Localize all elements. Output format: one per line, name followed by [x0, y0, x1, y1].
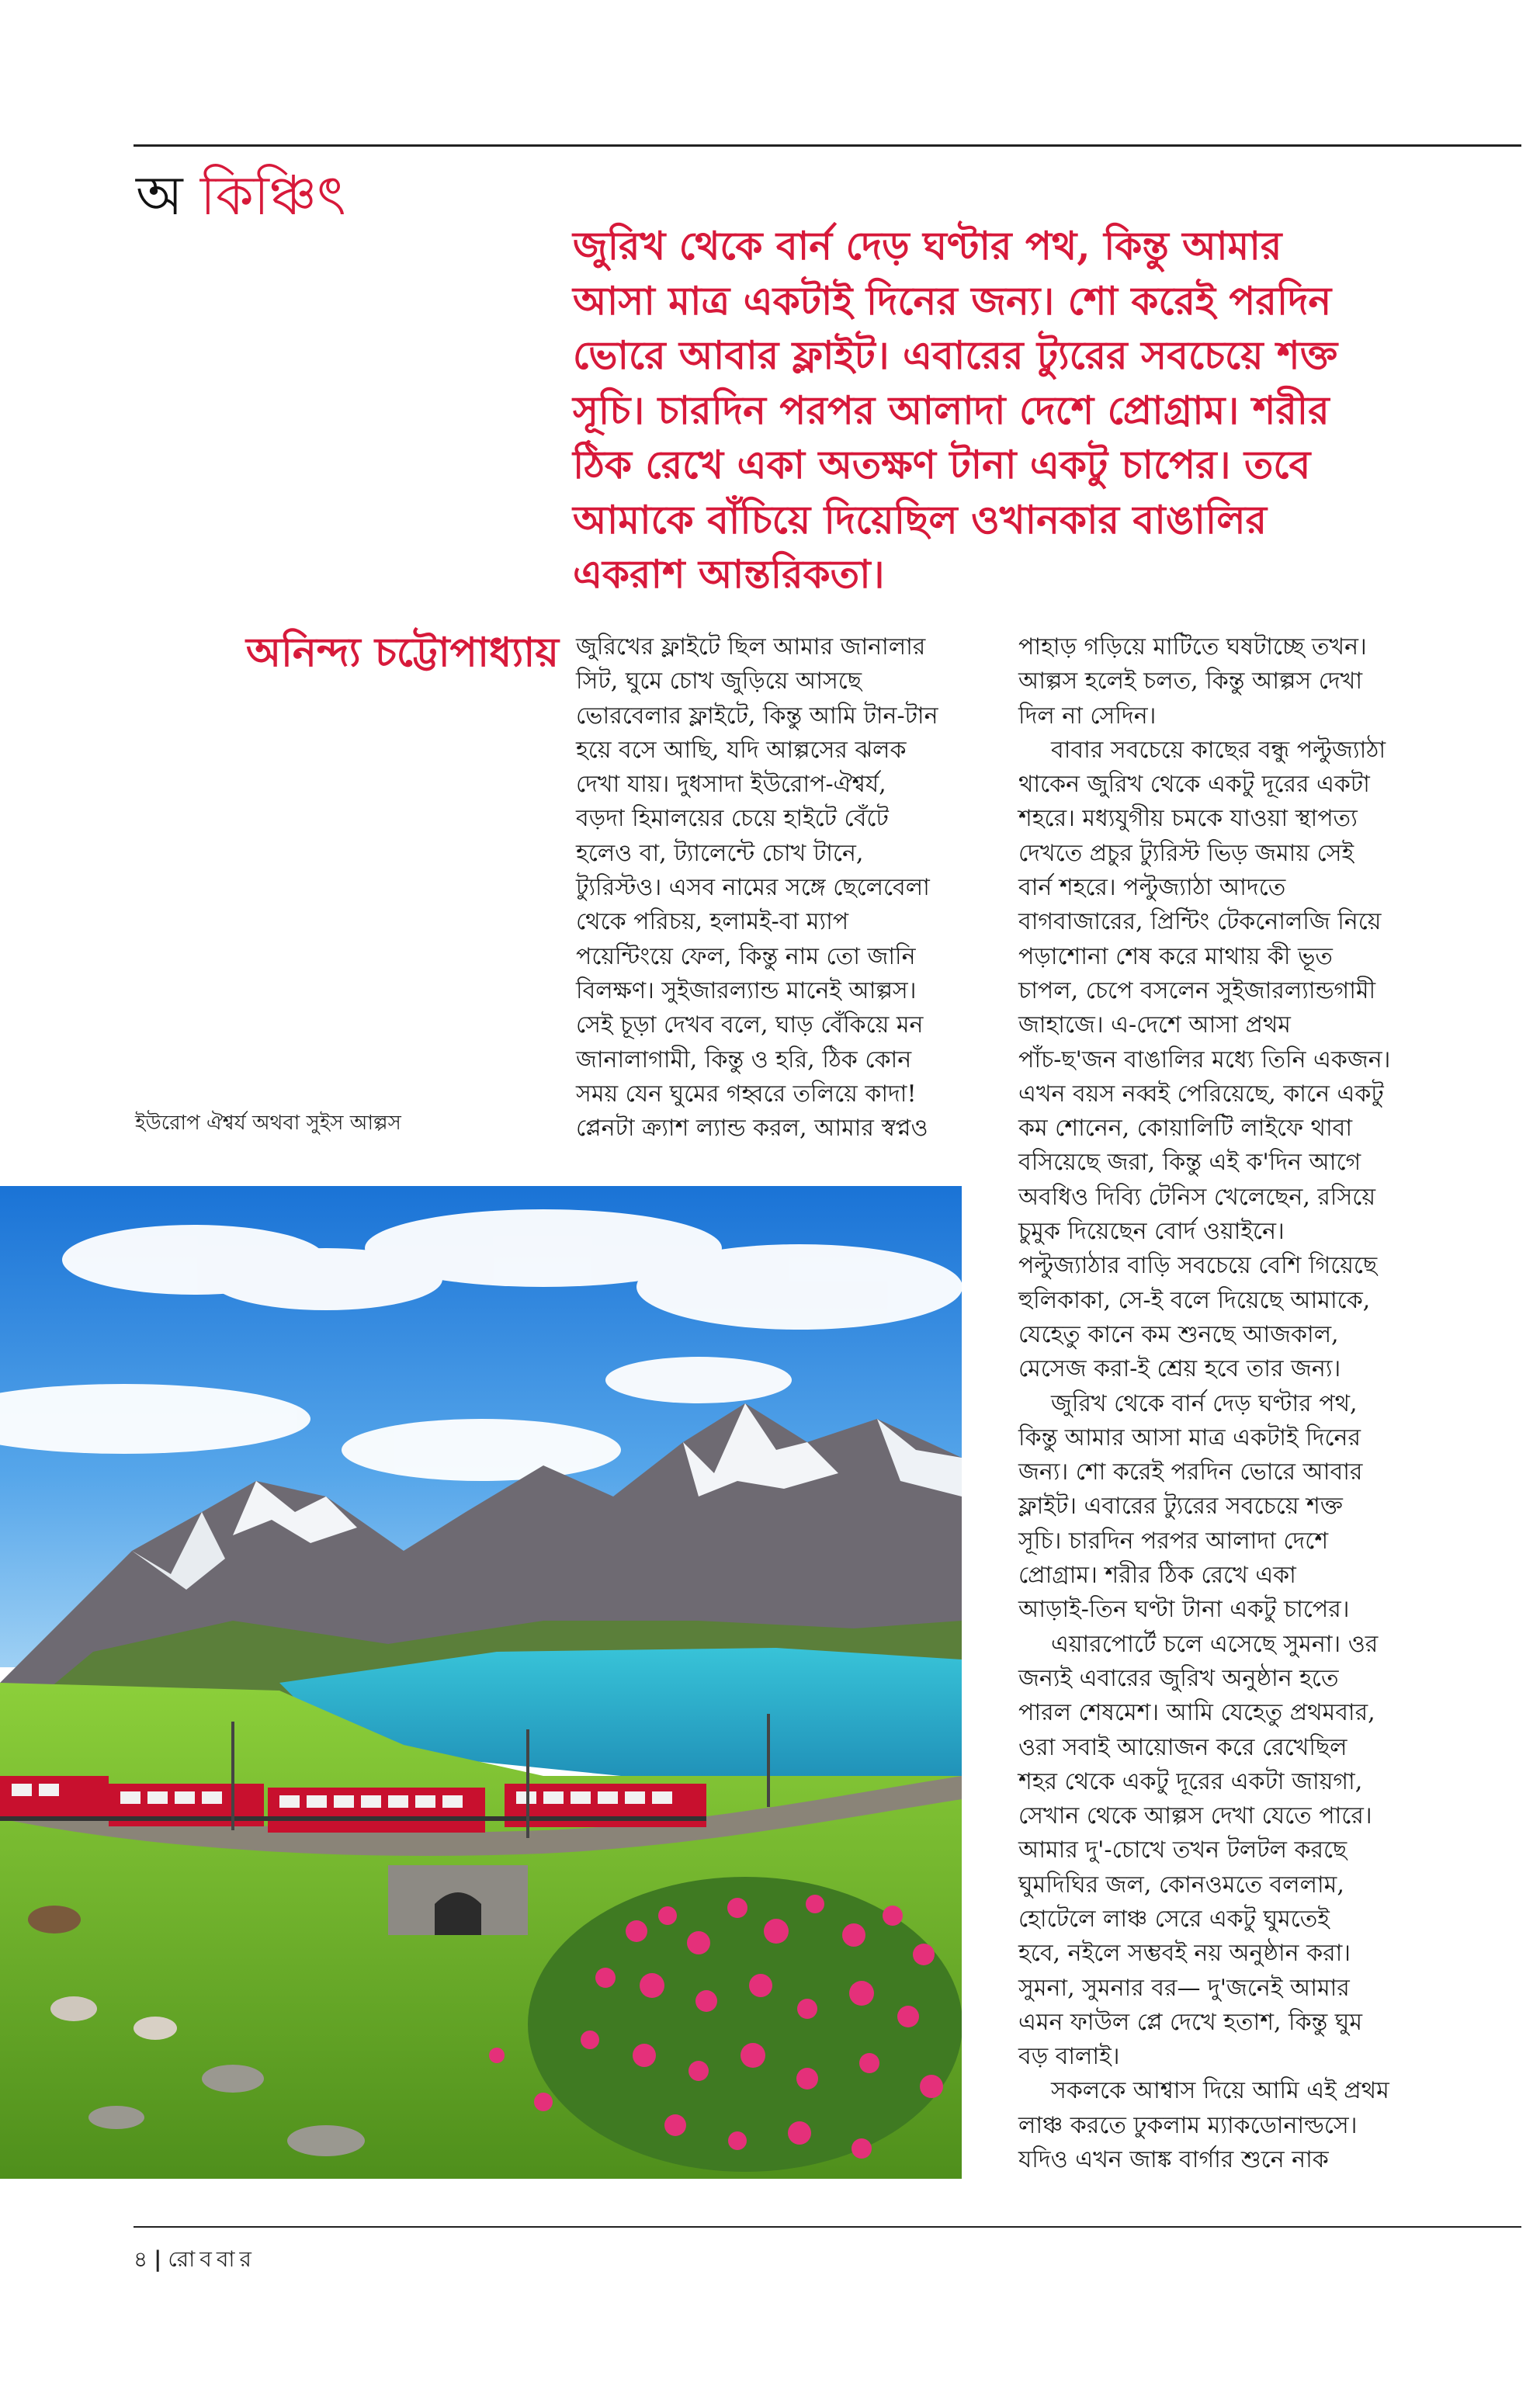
- standfirst-line: সূচি। চারদিন পরপর আলাদা দেশে প্রোগ্রাম। শরীর: [573, 387, 1330, 433]
- standfirst-line: আমাকে বাঁচিয়ে দিয়েছিল ওখানকার বাঙালির: [573, 496, 1267, 543]
- bridge-arch: [435, 1892, 481, 1935]
- column-right-line: আল্পস হলেই চলত, কিন্তু আল্পস দেখা: [1018, 668, 1363, 695]
- column-right-line: কম শোনেন, কোয়ালিটি লাইফে থাবা: [1018, 1115, 1353, 1143]
- photo-caption: ইউরোপ ঐশ্বর্য অথবা সুইস আল্পস: [135, 1112, 401, 1135]
- column-right-line: বাবার সবচেয়ে কাছের বন্ধু পল্টুজ্যাঠা: [1051, 736, 1386, 764]
- column-right-line: সূচি। চারদিন পরপর আলাদা দেশে: [1018, 1527, 1329, 1555]
- column-right-line: আমার দু'-চোখে তখন টলটল করছে: [1018, 1836, 1348, 1864]
- standfirst-line: ভোরে আবার ফ্লাইট। এবারের ট্যুরের সবচেয়ে শক্ত: [573, 332, 1338, 378]
- column-right-line: পারল শেষমেশ। আমি যেহেতু প্রথমবার,: [1018, 1699, 1375, 1727]
- bottom-rule: [134, 2226, 1521, 2228]
- column-right-line: বসিয়েছে জরা, কিন্তু এই ক'দিন আগে: [1018, 1149, 1361, 1177]
- column-middle-line: হয়ে বসে আছি, যদি আল্পসের ঝলক: [576, 736, 907, 764]
- column-right-line: জুরিখ থেকে বার্ন দেড় ঘণ্টার পথ,: [1051, 1389, 1358, 1417]
- top-rule: [134, 144, 1521, 147]
- column-right-line: শহরে। মধ্যযুগীয় চমকে যাওয়া স্থাপত্য: [1018, 805, 1358, 833]
- column-right-line: সেখান থেকে আল্পস দেখা যেতে পারে।: [1018, 1802, 1372, 1830]
- article-column-right: [1018, 630, 1453, 2177]
- column-right-line: চুমুক দিয়েছেন বোর্দ ওয়াইনে।: [1018, 1218, 1285, 1246]
- column-right-line: যদিও এখন জাঙ্ক বার্গার শুনে নাক: [1018, 2146, 1329, 2174]
- publication-name: রোববার: [168, 2246, 256, 2272]
- column-right-line: হোটেলে লাঞ্চ সেরে একটু ঘুমতেই: [1018, 1905, 1330, 1933]
- column-right-line: বাগবাজারের, প্রিন্টিং টেকনোলজি নিয়ে: [1018, 908, 1382, 936]
- column-right-line: আড়াই-তিন ঘণ্টা টানা একটু চাপের।: [1018, 1596, 1350, 1624]
- column-middle-line: হলেও বা, ট্যালেন্টে চোখ টানে,: [576, 839, 864, 867]
- section-title: কিঞ্চিৎ: [199, 164, 346, 227]
- section-heading: [136, 163, 346, 228]
- column-right-line: পাঁচ-ছ'জন বাঙালির মধ্যে তিনি একজন।: [1018, 1046, 1391, 1073]
- column-right-line: সকলকে আশ্বাস দিয়ে আমি এই প্রথম: [1051, 2077, 1389, 2105]
- column-right-line: জন্যই এবারের জুরিখ অনুষ্ঠান হতে: [1018, 1664, 1339, 1692]
- page-footer: [134, 2246, 256, 2273]
- column-right-line: ঘুমদিঘির জল, কোনওমতে বললাম,: [1018, 1871, 1344, 1899]
- column-right-line: হবে, নইলে সম্ভবই নয় অনুষ্ঠান করা।: [1018, 1940, 1351, 1968]
- column-right-line: পড়াশোনা শেষ করে মাথায় কী ভূত: [1018, 942, 1333, 970]
- column-middle-line: জানালাগামী, কিন্তু ও হরি, ঠিক কোন: [576, 1046, 912, 1073]
- column-middle-line: থেকে পরিচয়, হলামই-বা ম্যাপ: [576, 908, 849, 936]
- column-right-line: হুলিকাকা, সে-ই বলে দিয়েছে আমাকে,: [1018, 1286, 1371, 1314]
- column-right-line: মেসেজ করা-ই শ্রেয় হবে তার জন্য।: [1018, 1355, 1341, 1383]
- column-right-line: এয়ারপোর্টে চলে এসেছে সুমনা। ওর: [1051, 1630, 1379, 1658]
- article-column-middle: [576, 630, 995, 1146]
- column-right-line: জাহাজে। এ-দেশে আসা প্রথম: [1018, 1011, 1291, 1039]
- column-right-line: প্রোগ্রাম। শরীর ঠিক রেখে একা: [1018, 1562, 1296, 1590]
- column-middle-line: সেই চূড়া দেখব বলে, ঘাড় বেঁকিয়ে মন: [576, 1011, 924, 1039]
- standfirst-line: আসা মাত্র একটাই দিনের জন্য। শো করেই পরদিন: [573, 277, 1332, 324]
- column-middle-line: ট্যুরিস্টও। এসব নামের সঙ্গে ছেলেবেলা: [576, 874, 930, 902]
- column-right-line: সুমনা, সুমনার বর— দু'জনেই আমার: [1018, 1974, 1350, 2002]
- column-right-line: এমন ফাউল প্লে দেখে হতাশ, কিন্তু ঘুম: [1018, 2008, 1362, 2036]
- column-middle-line: ভোরবেলার ফ্লাইটে, কিন্তু আমি টান-টান: [576, 702, 938, 730]
- column-right-line: চাপল, চেপে বসলেন সুইজারল্যান্ডগামী: [1018, 976, 1376, 1004]
- column-right-line: শহর থেকে একটু দূরের একটা জায়গা,: [1018, 1767, 1363, 1795]
- column-right-line: লাঞ্চ করতে ঢুকলাম ম্যাকডোনাল্ডসে।: [1018, 2111, 1358, 2139]
- column-right-line: বার্ন শহরে। পল্টুজ্যাঠা আদতে: [1018, 874, 1286, 902]
- column-middle-line: বড়দা হিমালয়ের চেয়ে হাইটে বেঁটে: [576, 805, 889, 833]
- standfirst-line: ঠিক রেখে একা অতক্ষণ টানা একটু চাপের। তবে: [573, 442, 1311, 487]
- column-right-line: জন্য। শো করেই পরদিন ভোরে আবার: [1018, 1458, 1363, 1486]
- standfirst-line: একরাশ আন্তরিকতা।: [573, 551, 885, 597]
- column-right-line: অবধিও দিব্যি টেনিস খেলেছেন, রসিয়ে: [1018, 1183, 1376, 1211]
- column-middle-line: বিলক্ষণ। সুইজারল্যান্ড মানেই আল্পস।: [576, 976, 917, 1004]
- column-right-line: পল্টুজ্যাঠার বাড়ি সবচেয়ে বেশি গিয়েছে: [1018, 1252, 1378, 1280]
- column-middle-line: পয়েন্টিংয়ে ফেল, কিন্তু নাম তো জানি: [576, 942, 916, 970]
- column-right-line: বড় বালাই।: [1018, 2043, 1120, 2071]
- column-right-line: দেখতে প্রচুর ট্যুরিস্ট ভিড় জমায় সেই: [1018, 839, 1354, 867]
- alps-train-photo: [0, 1186, 962, 2179]
- standfirst: [573, 219, 1396, 602]
- page-number: ৪: [134, 2246, 148, 2272]
- column-right-line: যেহেতু কানে কম শুনছে আজকাল,: [1018, 1320, 1339, 1348]
- column-middle-line: প্লেনটা ক্র্যাশ ল্যান্ড করল, আমার স্বপ্নও: [576, 1115, 928, 1143]
- column-right-line: ওরা সবাই আয়োজন করে রেখেছিল: [1018, 1733, 1348, 1761]
- column-right-line: পাহাড় গড়িয়ে মাটিতে ঘষটাচ্ছে তখন।: [1018, 633, 1367, 661]
- column-right-line: ফ্লাইট। এবারের ট্যুরের সবচেয়ে শক্ত: [1018, 1493, 1343, 1521]
- column-right-line: থাকেন জুরিখ থেকে একটু দূরের একটা: [1018, 771, 1370, 799]
- column-right-line: এখন বয়স নব্বই পেরিয়েছে, কানে একটু: [1018, 1080, 1384, 1108]
- column-middle-line: সিট, ঘুমে চোখ জুড়িয়ে আসছে: [576, 668, 862, 695]
- footer-separator: |: [154, 2246, 162, 2272]
- column-right-line: দিল না সেদিন।: [1018, 702, 1157, 730]
- column-middle-line: দেখা যায়। দুধসাদা ইউরোপ-ঐশ্বর্য,: [576, 771, 886, 799]
- author-byline: অনিন্দ্য চট্টোপাধ্যায়: [246, 629, 559, 676]
- column-middle-line: জুরিখের ফ্লাইটে ছিল আমার জানালার: [576, 633, 926, 661]
- standfirst-line: জুরিখ থেকে বার্ন দেড় ঘণ্টার পথ, কিন্তু আমার: [573, 223, 1282, 269]
- column-middle-line: সময় যেন ঘুমের গহ্বরে তলিয়ে কাদা!: [576, 1080, 917, 1108]
- column-right-line: কিন্তু আমার আসা মাত্র একটাই দিনের: [1018, 1424, 1361, 1451]
- section-prefix: অ: [136, 164, 183, 227]
